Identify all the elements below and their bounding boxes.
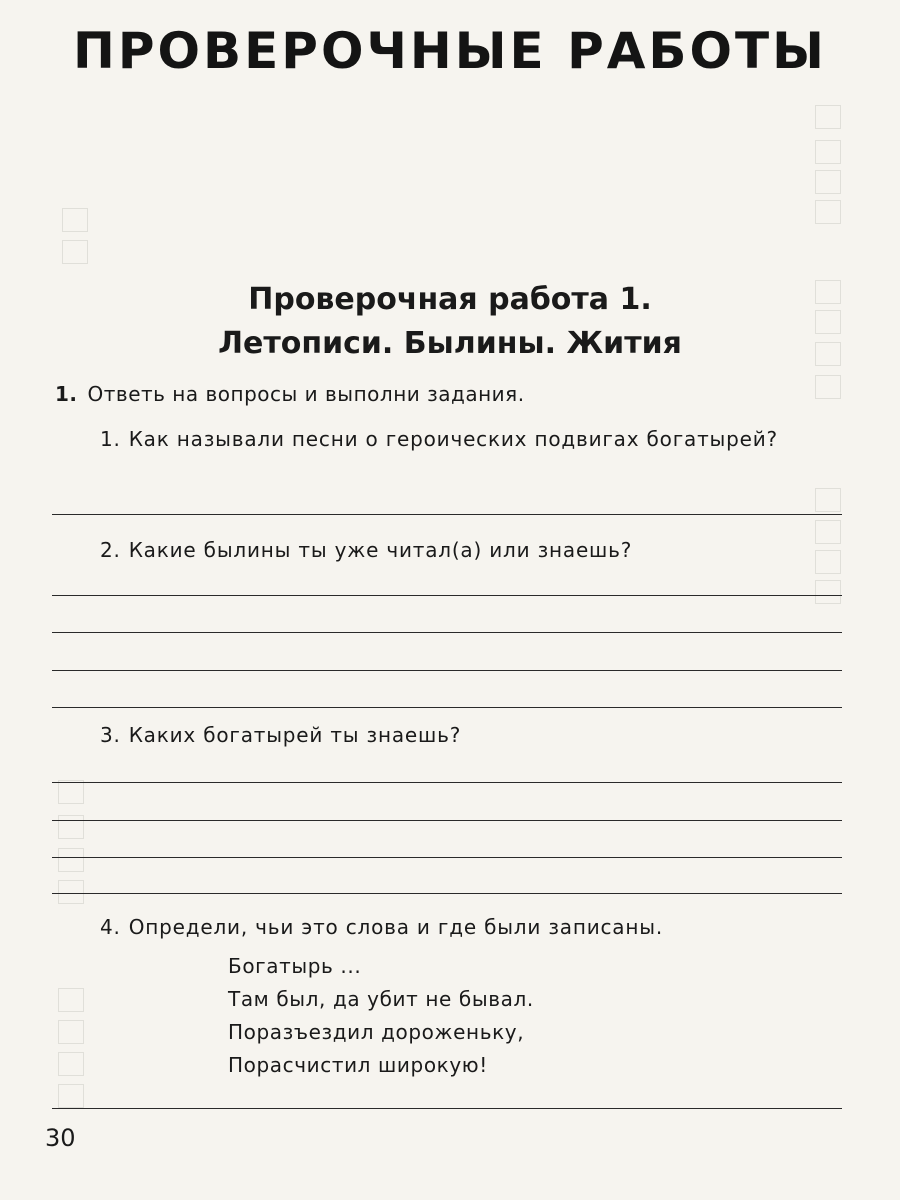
question-text: Какие былины ты уже читал(а) или знаешь? — [128, 538, 633, 562]
question-number: 3. — [100, 723, 121, 747]
bleed-through-box — [815, 488, 841, 512]
poem-line: Порасчистил широкую! — [228, 1053, 488, 1077]
poem-line: Богатырь ... — [228, 954, 362, 978]
bleed-through-box — [58, 1020, 84, 1044]
bleed-through-box — [815, 375, 841, 399]
question-3 — [100, 720, 840, 751]
question-text: Каких богатырей ты знаешь? — [128, 723, 462, 747]
question-text: Как называли песни о героических подвигах богатырей? — [128, 427, 778, 451]
page-header-title: ПРОВЕРОЧНЫЕ РАБОТЫ — [73, 22, 827, 80]
question-2 — [100, 535, 840, 566]
bleed-through-box — [58, 1084, 84, 1108]
bleed-through-box — [58, 880, 84, 904]
bleed-through-box — [58, 815, 84, 839]
question-number: 4. — [100, 915, 121, 939]
bleed-through-box — [58, 780, 84, 804]
answer-line[interactable] — [52, 707, 842, 708]
bleed-through-box — [815, 140, 841, 164]
task-heading — [55, 382, 525, 406]
task-number: 1. — [55, 382, 78, 406]
bleed-through-box — [62, 208, 88, 232]
work-title-line-2: Летописи. Былины. Жития — [218, 326, 682, 361]
answer-line[interactable] — [52, 632, 842, 633]
work-title — [0, 278, 900, 366]
answer-line[interactable] — [52, 820, 842, 821]
answer-line[interactable] — [52, 782, 842, 783]
answer-line[interactable] — [52, 857, 842, 858]
bleed-through-box — [815, 580, 841, 604]
answer-line[interactable] — [52, 893, 842, 894]
question-number: 2. — [100, 538, 121, 562]
work-title-line-1: Проверочная работа 1. — [248, 282, 652, 317]
bleed-through-box — [62, 240, 88, 264]
poem-line: Там был, да убит не бывал. — [228, 987, 534, 1011]
poem-line: Поразъездил дороженьку, — [228, 1020, 525, 1044]
bleed-through-box — [815, 200, 841, 224]
answer-line[interactable] — [52, 670, 842, 671]
question-text: Определи, чьи это слова и где были записаны. — [128, 915, 663, 939]
task-text: Ответь на вопросы и выполни задания. — [87, 382, 525, 406]
bleed-through-box — [815, 105, 841, 129]
bleed-through-box — [58, 1052, 84, 1076]
bleed-through-box — [58, 988, 84, 1012]
bleed-through-box — [815, 170, 841, 194]
answer-line[interactable] — [52, 595, 842, 596]
poem-quote — [228, 950, 534, 1082]
answer-line[interactable] — [52, 1108, 842, 1109]
question-number: 1. — [100, 427, 121, 451]
answer-line[interactable] — [52, 514, 842, 515]
page-number: 30 — [45, 1124, 76, 1152]
bleed-through-box — [58, 848, 84, 872]
question-1 — [100, 424, 840, 455]
question-4 — [100, 912, 840, 943]
